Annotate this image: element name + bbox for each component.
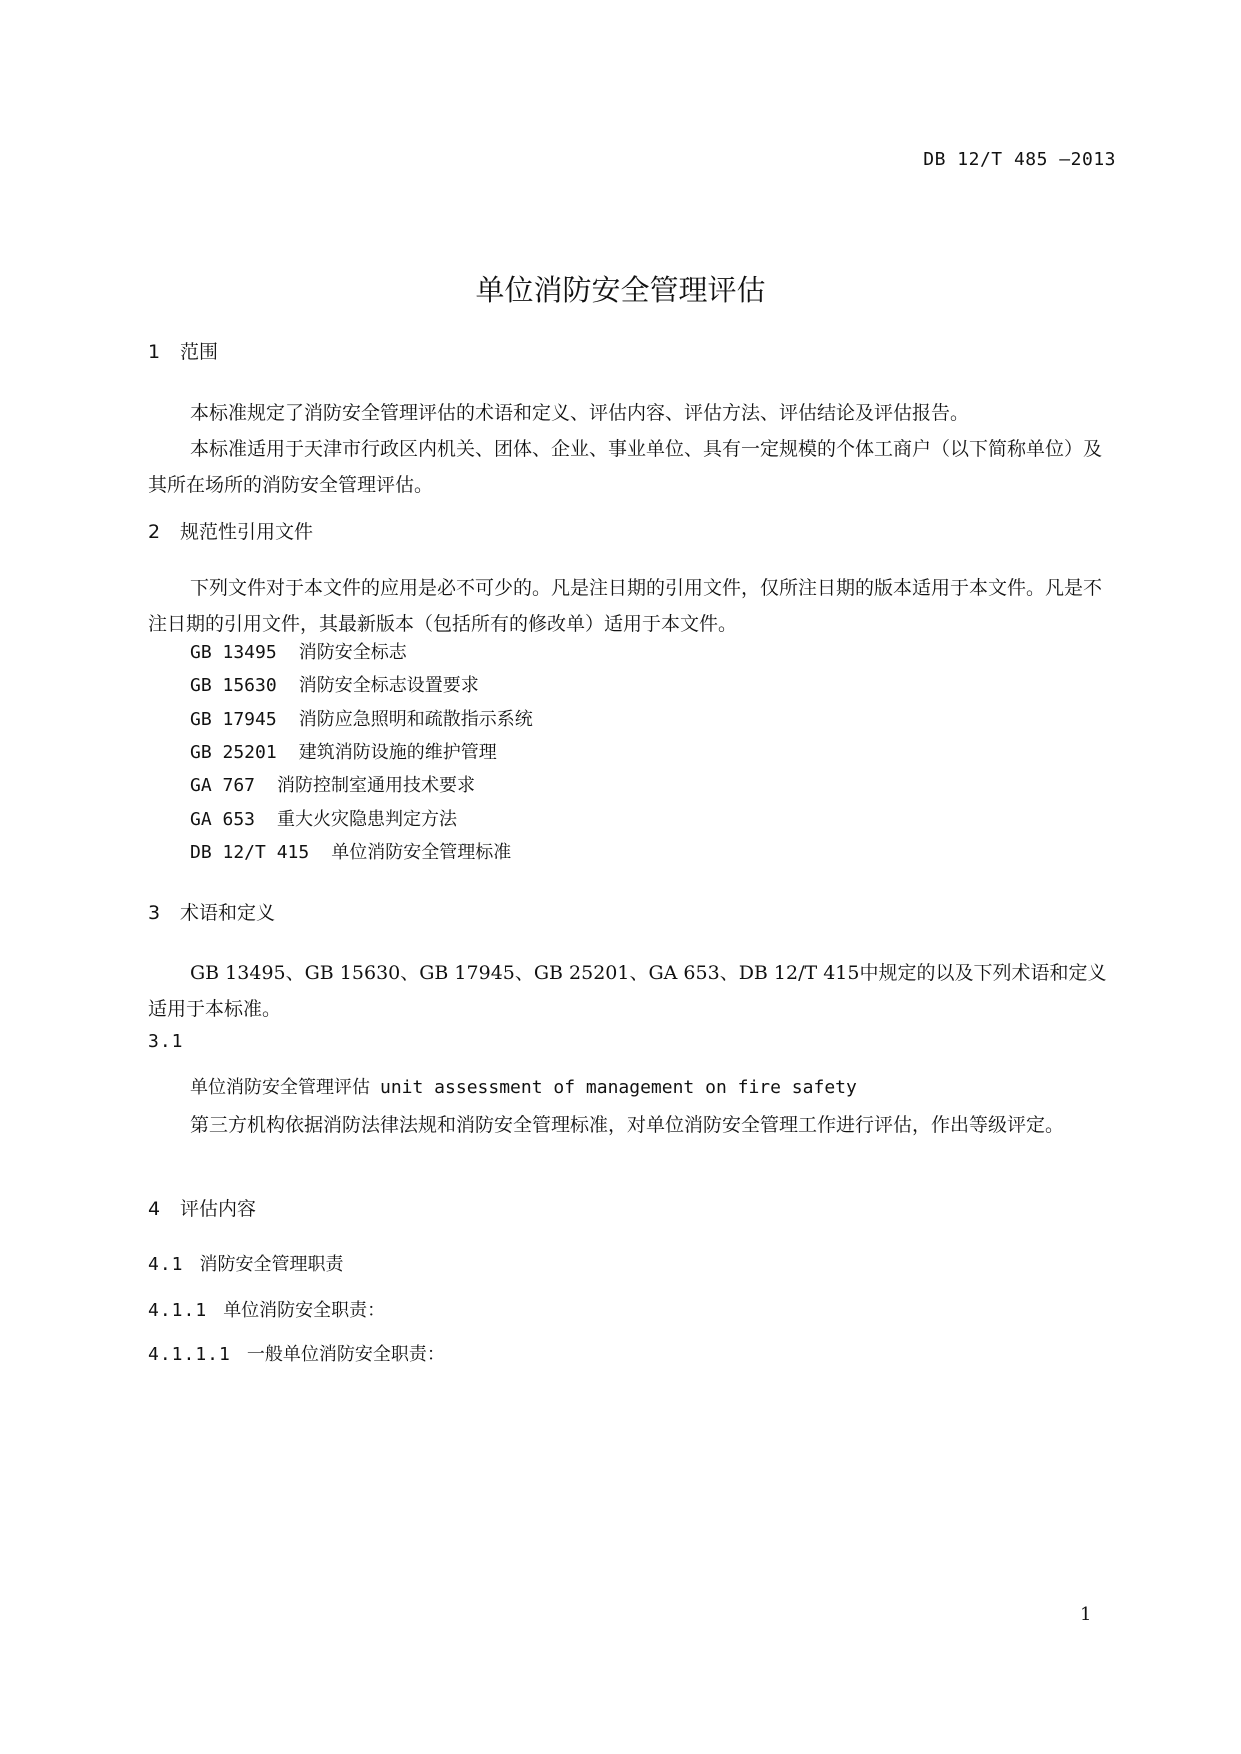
subsection-number: 3.1 — [148, 1031, 184, 1052]
reference-code: DB 12/T 415 — [190, 842, 310, 863]
reference-item — [190, 638, 407, 664]
reference-code: GB 13495 — [190, 642, 277, 663]
section-number: 3 — [148, 902, 161, 924]
reference-title: 消防应急照明和疏散指示系统 — [298, 709, 533, 730]
section-title: 术语和定义 — [180, 902, 276, 924]
reference-item — [190, 671, 479, 697]
paragraph: 第三方机构依据消防法律法规和消防安全管理标准，对单位消防安全管理工作进行评估，作出等级评定。 — [190, 1114, 1065, 1136]
section-3-heading — [148, 898, 275, 925]
paragraph: 下列文件对于本文件的应用是必不可少的。凡是注日期的引用文件，仅所注日期的版本适用于本文件。凡是不注日期的引用文件，其最新版本（包括所有的修改单）适用于本文件。 — [148, 577, 1103, 635]
subsection-4-1-1 — [148, 1296, 385, 1322]
reference-code: GB 25201 — [190, 742, 277, 763]
subsection-number: 4.1.1 — [148, 1300, 208, 1321]
reference-title: 消防安全标志 — [298, 642, 407, 663]
term-definition — [148, 1107, 1118, 1143]
section-title: 范围 — [180, 341, 219, 363]
subsection-title: 单位消防安全职责： — [223, 1300, 386, 1321]
reference-item — [190, 738, 497, 764]
subsection-3-1-number — [148, 1031, 200, 1052]
section-1-body — [148, 395, 1118, 503]
subsection-4-1-1-1 — [148, 1340, 445, 1366]
paragraph: 本标准适用于天津市行政区内机关、团体、企业、事业单位、具有一定规模的个体工商户（以下简称单位）及其所在场所的消防安全管理评估。 — [148, 438, 1103, 496]
subsection-number: 4.1 — [148, 1254, 184, 1275]
standard-code: DB 12/T 485 —2013 — [923, 149, 1116, 170]
section-title: 评估内容 — [180, 1198, 257, 1220]
term-english: unit assessment of management on fire safety — [380, 1077, 857, 1098]
reference-title: 消防安全标志设置要求 — [298, 675, 479, 696]
reference-item — [190, 771, 475, 797]
reference-title: 建筑消防设施的维护管理 — [298, 742, 497, 763]
document-title: 单位消防安全管理评估 — [475, 273, 766, 307]
subsection-4-1 — [148, 1250, 344, 1276]
term-entry — [190, 1073, 857, 1099]
reference-code: GB 15630 — [190, 675, 277, 696]
term-chinese: 单位消防安全管理评估 — [190, 1077, 370, 1098]
section-2-intro — [148, 570, 1118, 642]
section-number: 4 — [148, 1198, 161, 1220]
reference-code: GA 653 — [190, 809, 256, 830]
reference-code: GA 767 — [190, 775, 256, 796]
subsection-title: 消防安全管理职责 — [199, 1254, 344, 1275]
page-number: 1 — [1080, 1604, 1092, 1625]
subsection-number: 4.1.1.1 — [148, 1344, 231, 1365]
section-1-heading — [148, 337, 218, 364]
reference-item — [190, 805, 457, 831]
reference-title: 重大火灾隐患判定方法 — [277, 809, 458, 830]
paragraph: 本标准规定了消防安全管理评估的术语和定义、评估内容、评估方法、评估结论及评估报告。 — [190, 402, 970, 424]
section-number: 2 — [148, 521, 161, 543]
reference-code: GB 17945 — [190, 709, 277, 730]
section-3-intro — [148, 955, 1118, 1027]
reference-item — [190, 705, 533, 731]
section-number: 1 — [148, 341, 161, 363]
section-title: 规范性引用文件 — [180, 521, 314, 543]
subsection-title: 一般单位消防安全职责： — [246, 1344, 445, 1365]
section-4-heading — [148, 1194, 256, 1221]
reference-title: 单位消防安全管理标准 — [331, 842, 512, 863]
paragraph: GB 13495、GB 15630、GB 17945、GB 25201、GA 653、DB 12/T 415中规定的以及下列术语和定义适用于本标准。 — [148, 962, 1107, 1020]
reference-item — [190, 838, 511, 864]
reference-title: 消防控制室通用技术要求 — [277, 775, 476, 796]
section-2-heading — [148, 517, 313, 544]
